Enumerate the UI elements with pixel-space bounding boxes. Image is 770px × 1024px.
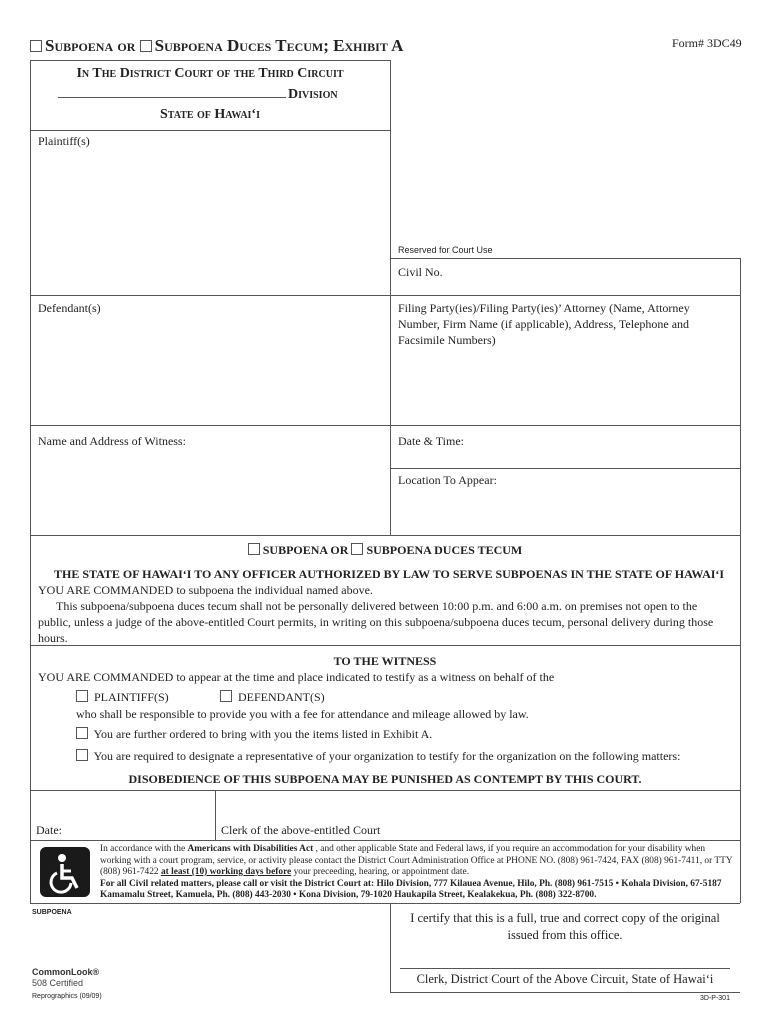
subpoena-opt1: SUBPOENA OR [262,543,349,557]
wheelchair-icon [40,847,90,897]
officer-command [38,566,728,598]
items-label: You are further ordered to bring with you the items listed in Exhibit A. [93,727,433,741]
location-label: Location To Appear: [398,473,497,487]
commonlook-logo: CommonLook® [32,967,100,977]
ada-p3: your preceeding, hearing, or appointment date. [291,867,470,877]
witness-heading: TO THE WITNESS [333,654,437,668]
ada-p1: In accordance with the [100,844,188,854]
certified-508: 508 Certified [32,978,84,988]
clerk-title: Clerk, District Court of the Above Circuit, State of Hawai‘i [416,972,714,986]
form-title [30,36,403,56]
fee-text: who shall be responsible to provide you with a fee for attendance and mileage allowed by law. [76,707,529,721]
defendant-option [220,690,325,705]
plaintiff-label: Plaintiff(s) [38,134,90,148]
date-time-label: Date & Time: [398,434,465,448]
subpoena-type [30,543,740,558]
division-line [58,87,338,103]
reserved-label: Reserved for Court Use [398,245,493,255]
ada-notice [100,844,736,902]
items-checkbox[interactable] [76,727,88,739]
division-label: Division [288,87,338,102]
filing-party-label: Filing Party(ies)/Filing Party(ies)’ Attorney (Name, Attorney Number, Firm Name (if applicable), Address, Telephone and Facsimile Numbers) [398,301,690,347]
subpoena-duces-tecum-checkbox[interactable] [140,40,152,52]
division-input[interactable] [58,97,286,98]
date-label: Date: [36,823,62,837]
title-subpoena-dt: Subpoena Duces Tecum; Exhibit A [154,36,404,55]
defendant-option-label: DEFENDANT(S) [238,690,325,704]
designate-label: You are required to designate a representative of your organization to testify for the organization on the following matters: [93,749,681,763]
reprographics: Reprographics (09/09) [32,993,102,1000]
title-subpoena: Subpoena or [45,36,136,55]
subpoena-checkbox-2[interactable] [248,543,260,555]
civil-no-label: Civil No. [398,265,443,279]
plaintiff-checkbox[interactable] [76,690,88,702]
clerk-signature-label: Clerk of the above-entitled Court [221,823,381,837]
items-option [76,727,432,742]
form-number: Form# 3DC49 [672,36,742,50]
commanded-text: YOU ARE COMMANDED to subpoena the individual named above. [38,583,373,597]
subpoena-opt2: SUBPOENA DUCES TECUM [366,543,523,557]
designate-checkbox[interactable] [76,749,88,761]
doc-type: SUBPOENA [32,909,72,916]
plaintiff-option [76,690,169,705]
court-name: In The District Court of the Third Circuit [76,66,344,81]
officer-heading: THE STATE OF HAWAI‘I TO ANY OFFICER AUTHORIZED BY LAW TO SERVE SUBPOENAS IN THE STATE OF HAWAI‘I [54,567,725,581]
ada-deadline: at least (10) working days before [160,867,292,877]
ada-p2: , and other applicable State and Federal laws, if you require an accommodation for your disability when working with a court program, service, or activity please contact the District Court Administration Office at PHONE NO. (808) 961-7424, FAX (808) 961-7411, or TTY (808) 961-7422 [100,844,733,877]
defendant-label: Defendant(s) [38,301,101,315]
subpoena-checkbox[interactable] [30,40,42,52]
witness-command: YOU ARE COMMANDED to appear at the time and place indicated to testify as a witness on behalf of the [38,670,555,684]
form-code: 3D-P-301 [700,995,730,1002]
contempt-warning: DISOBEDIENCE OF THIS SUBPOENA MAY BE PUNISHED AS CONTEMPT BY THIS COURT. [128,772,642,786]
state-name: State of Hawai‘i [160,107,260,122]
certify-text: I certify that this is a full, true and correct copy of the original issued from this office. [410,911,720,942]
defendant-checkbox[interactable] [220,690,232,702]
ada-act: Americans with Disabilities Act [187,844,314,854]
subpoena-dt-checkbox-2[interactable] [351,543,363,555]
designate-option [76,749,680,764]
witness-label: Name and Address of Witness: [38,434,186,448]
ada-civil: For all Civil related matters, please call or visit the District Court at: Hilo Division, 777 Kilauea Avenue, Hilo, Ph. (808) 961-7515 • Kohala Division, 67-5187 Kamamalu Street, Kamuela, Ph. (808) 443-2030 • Kona Division, 79-1020 Haukapila Street, Kealakekua, Ph. (808) 322-8700. [100,878,722,900]
plaintiff-option-label: PLAINTIFF(S) [94,690,169,704]
delivery-paragraph: This subpoena/subpoena duces tecum shall not be personally delivered between 10:00 p.m. and 6:00 a.m. on premises not open to the public, unless a judge of the above-entitled Court permits, in writing on this subpoena/subpoena duces tecum, personal delivery during those hours. [38,599,714,645]
